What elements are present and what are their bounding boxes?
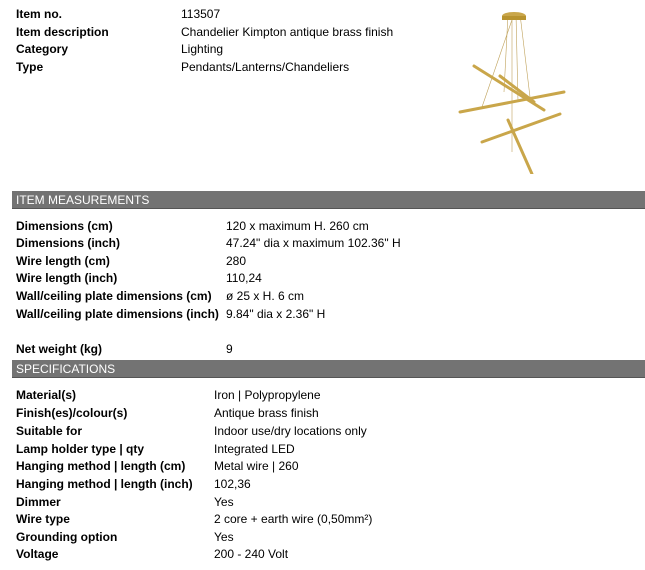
measurement-label: Wall/ceiling plate dimensions (cm) [16, 289, 212, 303]
net-weight-label: Net weight (kg) [16, 342, 102, 356]
measurement-value: ø 25 x H. 6 cm [226, 289, 305, 303]
spec-label: Material(s) [16, 388, 77, 402]
measurement-value: 47.24" dia x maximum 102.36" H [226, 236, 401, 250]
measurement-label: Wire length (inch) [16, 271, 118, 285]
net-weight-value: 9 [226, 342, 233, 356]
spec-value: Yes [214, 495, 234, 509]
spec-value: Yes [214, 530, 234, 544]
item-description-value: Chandelier Kimpton antique brass finish [181, 25, 394, 39]
measurement-label: Dimensions (inch) [16, 236, 121, 250]
item-no-value: 113507 [181, 7, 221, 21]
type-value: Pendants/Lanterns/Chandeliers [181, 60, 350, 74]
spec-label: Lamp holder type | qty [16, 442, 145, 456]
specifications-header: SPECIFICATIONS [12, 360, 645, 378]
measurement-label: Wall/ceiling plate dimensions (inch) [16, 307, 219, 321]
item-measurements-header: ITEM MEASUREMENTS [12, 191, 645, 209]
measurement-value: 280 [226, 254, 247, 268]
spec-value: Integrated LED [214, 442, 295, 456]
spec-value: Iron | Polypropylene [214, 388, 321, 402]
spec-value: 200 - 240 Volt [214, 547, 289, 561]
spec-value: 2 core + earth wire (0,50mm²) [214, 512, 373, 526]
spec-label: Dimmer [16, 495, 61, 509]
spec-value: Metal wire | 260 [214, 459, 299, 473]
measurement-label: Dimensions (cm) [16, 219, 113, 233]
spec-label: Voltage [16, 547, 59, 561]
category-label: Category [16, 42, 69, 56]
spec-label: Wire type [16, 512, 70, 526]
category-value: Lighting [181, 42, 224, 56]
spec-label: Grounding option [16, 530, 118, 544]
spec-value: Antique brass finish [214, 406, 319, 420]
spec-label: Suitable for [16, 424, 83, 438]
item-description-label: Item description [16, 25, 109, 39]
spec-value: Indoor use/dry locations only [214, 424, 367, 438]
spec-label: Finish(es)/colour(s) [16, 406, 128, 420]
spec-label: Hanging method | length (cm) [16, 459, 186, 473]
spec-label: Hanging method | length (inch) [16, 477, 193, 491]
measurement-value: 110,24 [226, 271, 262, 285]
measurement-value: 120 x maximum H. 260 cm [226, 219, 369, 233]
measurement-value: 9.84" dia x 2.36" H [226, 307, 326, 321]
product-image [452, 2, 582, 174]
item-no-label: Item no. [16, 7, 63, 21]
spec-value: 102,36 [214, 477, 251, 491]
measurement-label: Wire length (cm) [16, 254, 110, 268]
type-label: Type [16, 60, 44, 74]
